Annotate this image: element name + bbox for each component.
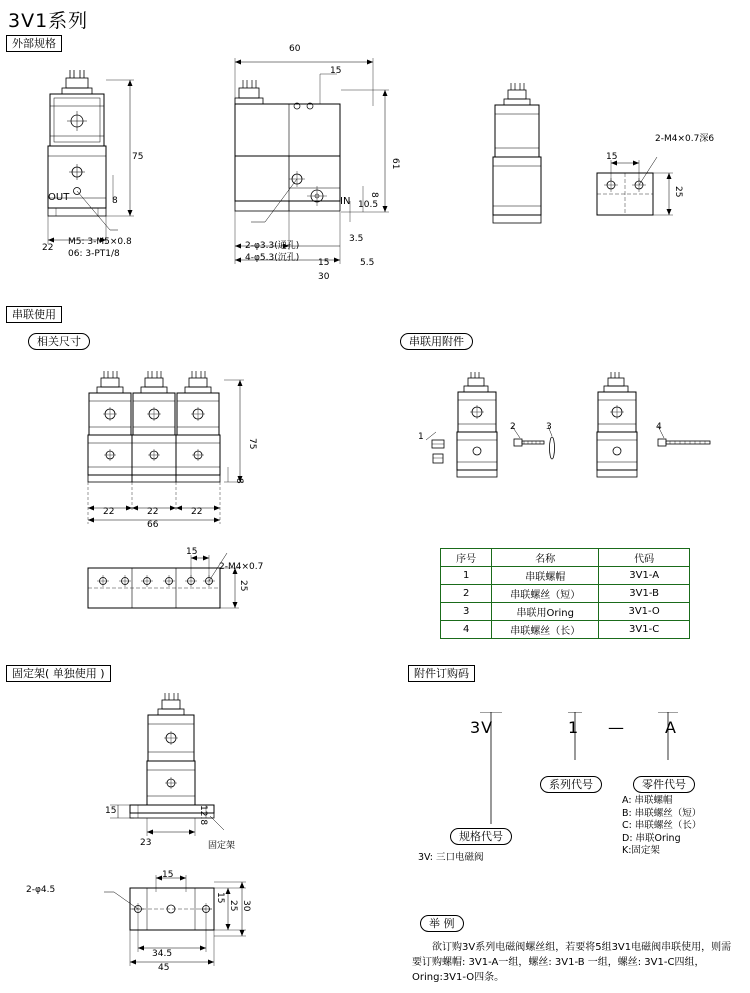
th-no: 序号 xyxy=(441,549,492,567)
cell-name: 串联螺丝（短） xyxy=(492,585,599,603)
part-legend-item: A: 串联螺帽 xyxy=(622,795,673,806)
note-phi45: 2-φ4.5 xyxy=(26,885,56,895)
sublabel-related-dims: 相关尺寸 xyxy=(28,333,90,350)
figure-bracket-top xyxy=(100,870,300,985)
parts-table xyxy=(440,548,690,639)
order-code-spec: 3V xyxy=(470,718,494,737)
dim-75-fig4: 75 xyxy=(247,438,257,450)
dim-30-fig6: 30 xyxy=(241,900,251,912)
dim-15b-fig6: 15 xyxy=(162,870,174,880)
cell-no: 2 xyxy=(441,585,492,603)
part-legend-item: B: 串联螺丝（短） xyxy=(622,807,702,819)
dim-105: 10.5 xyxy=(358,200,379,210)
label-spec-code: 规格代号 xyxy=(450,828,512,845)
dim-25-fig6: 25 xyxy=(228,900,238,912)
table-header-row xyxy=(441,549,690,567)
dim-66: 66 xyxy=(147,520,159,530)
label-out: OUT xyxy=(48,192,70,203)
example-text: 欲订购3V系列电磁阀螺丝组，若要将5组3V1电磁阀串联使用，则需要订购螺帽: 3V1-A一组，螺丝: 3V1-B 一组，螺丝: 3V1-C四组，Oring:3V1-O四条。 xyxy=(412,942,732,983)
dim-15b-fig2: 15 xyxy=(318,258,330,268)
cell-name: 串联用Oring xyxy=(492,603,599,621)
dim-15-fig4: 15 xyxy=(186,547,198,557)
callout-3: 3 xyxy=(546,422,552,432)
dim-60: 60 xyxy=(289,44,301,54)
dim-30: 30 xyxy=(318,272,330,282)
dim-22-c: 22 xyxy=(191,507,203,517)
th-name: 名称 xyxy=(492,549,599,567)
dim-23: 23 xyxy=(140,838,152,848)
part-legend xyxy=(622,795,701,858)
dim-15c-fig6: 15 xyxy=(215,892,225,904)
dim-15-fig6: 15 xyxy=(105,806,117,816)
cell-code: 3V1-C xyxy=(599,621,690,639)
callout-2: 2 xyxy=(510,422,516,432)
cell-no: 1 xyxy=(441,567,492,585)
section-label-order-code: 附件订购码 xyxy=(408,665,475,682)
dim-75-fig1: 75 xyxy=(132,152,144,162)
dim-25-fig3: 25 xyxy=(673,186,683,198)
note-m5: M5: 3-M5×0.8 xyxy=(68,237,132,247)
dim-15-fig2: 15 xyxy=(330,66,342,76)
cell-code: 3V1-O xyxy=(599,603,690,621)
cell-no: 4 xyxy=(441,621,492,639)
cell-code: 3V1-A xyxy=(599,567,690,585)
dim-128: 12.8 xyxy=(198,805,208,826)
note-06: 06: 3-PT1/8 xyxy=(68,249,120,259)
note-m4-fig3: 2-M4×0.7深6 xyxy=(655,134,715,144)
th-code: 代码 xyxy=(599,549,690,567)
dim-45: 45 xyxy=(158,963,170,973)
dim-345: 34.5 xyxy=(152,949,173,959)
dim-25-fig4: 25 xyxy=(238,580,248,592)
table-row xyxy=(441,585,690,603)
callout-4: 4 xyxy=(656,422,662,432)
dim-22-b: 22 xyxy=(147,507,159,517)
order-code-series: 1 xyxy=(568,718,580,737)
dim-22-fig1: 22 xyxy=(42,243,54,253)
page-title: 3V1系列 xyxy=(8,10,89,32)
callout-1: 1 xyxy=(418,432,424,442)
dim-15-fig3: 15 xyxy=(606,152,618,162)
dim-55: 5.5 xyxy=(360,258,375,268)
dim-8-fig1: 8 xyxy=(112,196,118,206)
figure-bracket-front xyxy=(100,690,300,850)
note-hole-2: 4-φ5.3(沉孔) xyxy=(245,253,300,263)
cell-code: 3V1-B xyxy=(599,585,690,603)
note-m4-fig4: 2-M4×0.7 xyxy=(219,562,264,572)
table-row xyxy=(441,621,690,639)
part-legend-item: C: 串联螺丝（长） xyxy=(622,820,702,831)
dim-35: 3.5 xyxy=(349,234,364,244)
figure-series-accessories xyxy=(420,360,730,505)
label-in: IN xyxy=(340,196,351,207)
note-hole-1: 2-φ3.3(通孔) xyxy=(245,241,300,251)
cell-name: 串联螺帽 xyxy=(492,567,599,585)
dim-8-fig2: 8 xyxy=(369,192,379,198)
section-label-bracket: 固定架( 单独使用 ) xyxy=(6,665,111,682)
figure-right-view xyxy=(480,80,570,240)
dim-8-fig4: 8 xyxy=(234,478,244,484)
dim-61: 61 xyxy=(390,158,400,170)
section-label-series-use: 串联使用 xyxy=(6,306,62,323)
label-series-code: 系列代号 xyxy=(540,776,602,793)
dim-22-a: 22 xyxy=(103,507,115,517)
order-code-part: A xyxy=(665,718,677,737)
label-example: 举 例 xyxy=(420,915,464,932)
cell-no: 3 xyxy=(441,603,492,621)
cell-name: 串联螺丝（长） xyxy=(492,621,599,639)
spec-desc: 3V: 三口电磁阀 xyxy=(418,852,484,863)
table-row xyxy=(441,603,690,621)
order-code-dash: — xyxy=(608,718,625,737)
table-row xyxy=(441,567,690,585)
label-part-code: 零件代号 xyxy=(633,776,695,793)
label-bracket: 固定架 xyxy=(208,841,236,851)
part-legend-item: K:固定架 xyxy=(622,845,660,856)
part-legend-item: D: 串联Oring xyxy=(622,832,681,844)
sublabel-series-parts: 串联用附件 xyxy=(400,333,473,350)
section-label-external-spec: 外部规格 xyxy=(6,35,62,52)
